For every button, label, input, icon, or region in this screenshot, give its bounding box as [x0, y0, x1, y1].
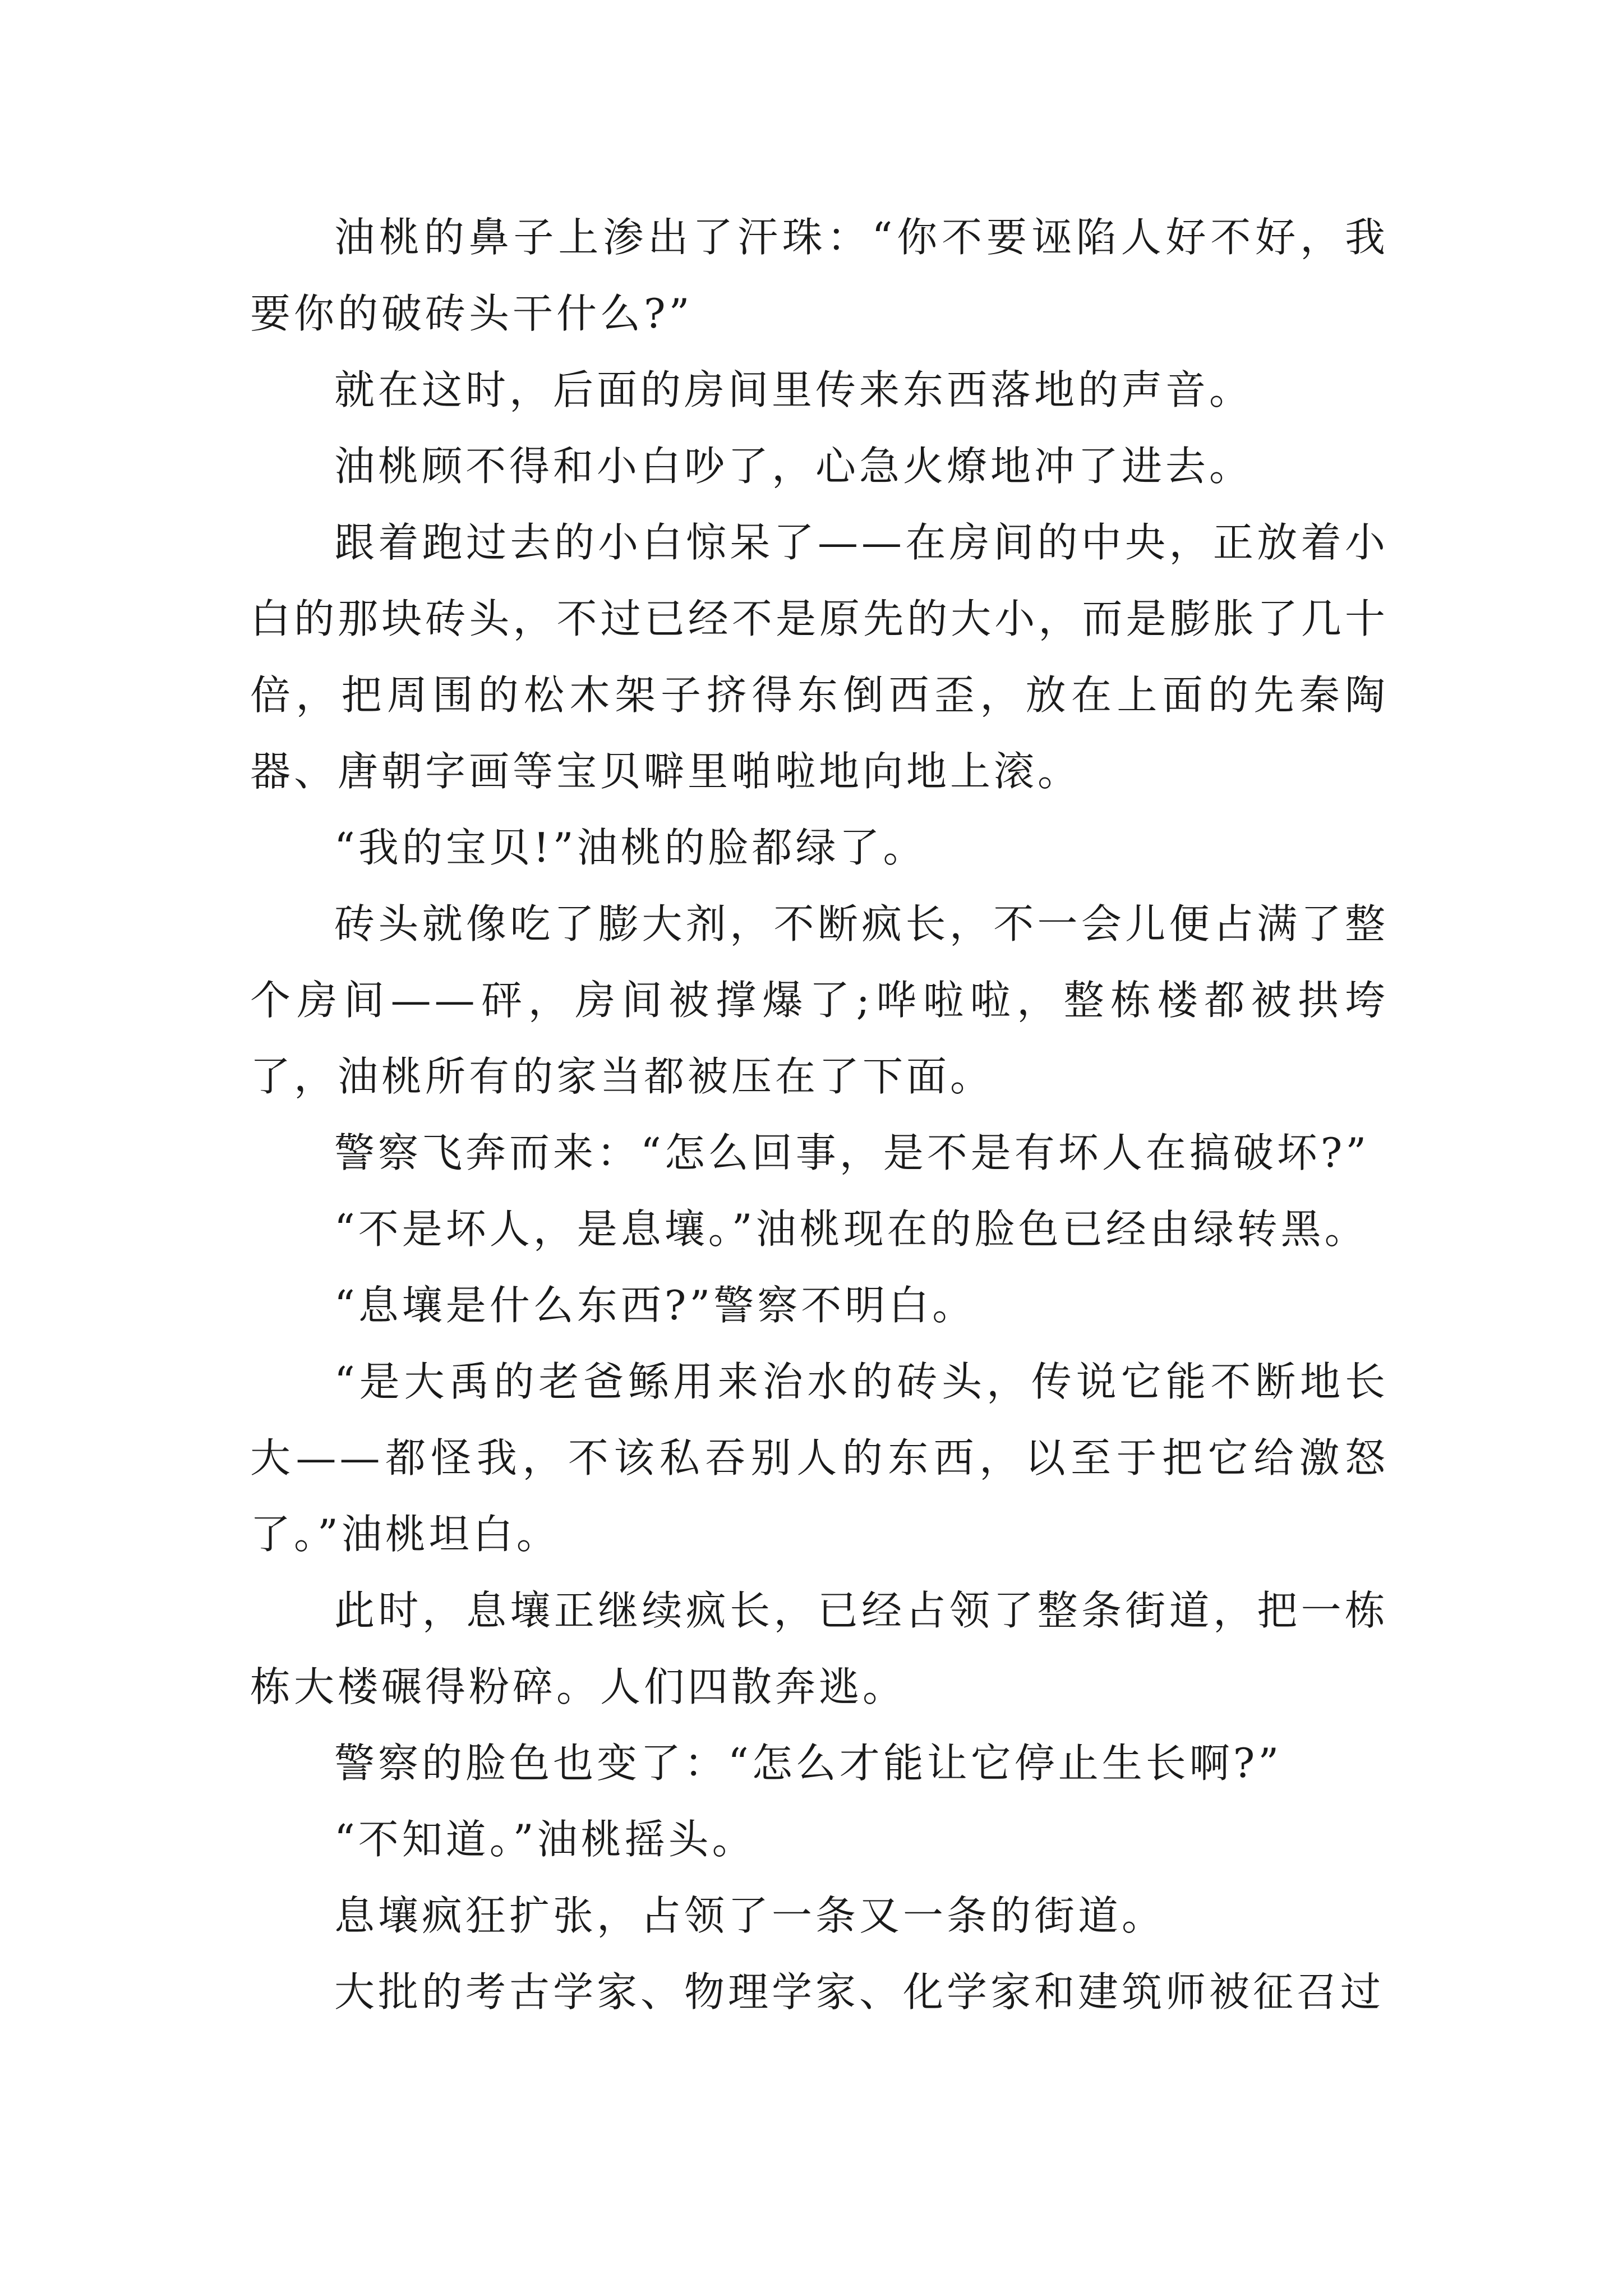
paragraph: 大批的考古学家、物理学家、化学家和建筑师被征召过	[334, 1968, 1385, 2016]
paragraph: 跟着跑过去的小白惊呆了——在房间的中央，正放着小白的那块砖头，不过已经不是原先的大小，而是膨胀了几十倍，把周围的松木架子挤得东倒西歪，放在上面的先秦陶器、唐朝字画等宝贝噼里啪啦地向地上滚。	[250, 519, 1389, 795]
paragraph: 油桃顾不得和小白吵了，心急火燎地冲了进去。	[334, 443, 1253, 490]
paragraph: “不知道。”油桃摇头。	[334, 1816, 756, 1863]
paragraph: “不是坏人，是息壤。”油桃现在的脸色已经由绿转黑。	[334, 1205, 1368, 1253]
story-text	[250, 199, 1389, 2030]
paragraph: 警察飞奔而来：“怎么回事，是不是有坏人在搞破坏?”	[334, 1129, 1370, 1176]
paragraph: 就在这时，后面的房间里传来东西落地的声音。	[334, 366, 1253, 413]
paragraph: “息壤是什么东西?”警察不明白。	[334, 1282, 976, 1329]
paragraph: 息壤疯狂扩张，占领了一条又一条的街道。	[334, 1892, 1166, 1939]
paragraph: 砖头就像吃了膨大剂，不断疯长，不一会儿便占满了整个房间——砰，房间被撑爆了;哗啦啦，整栋楼都被拱垮了，油桃所有的家当都被压在了下面。	[250, 900, 1389, 1100]
paragraph: “我的宝贝!”油桃的脸都绿了。	[334, 824, 927, 871]
paragraph: 警察的脸色也变了：“怎么才能让它停止生长啊?”	[334, 1740, 1283, 1787]
paragraph: 油桃的鼻子上渗出了汗珠：“你不要诬陷人好不好，我要你的破砖头干什么?”	[250, 214, 1389, 337]
paragraph: “是大禹的老爸鲧用来治水的砖头，传说它能不断地长大——都怪我，不该私吞别人的东西，以至于把它给激怒了。”油桃坦白。	[250, 1358, 1389, 1558]
paragraph: 此时，息壤正继续疯长，已经占领了整条街道，把一栋栋大楼碾得粉碎。人们四散奔逃。	[250, 1587, 1389, 1710]
